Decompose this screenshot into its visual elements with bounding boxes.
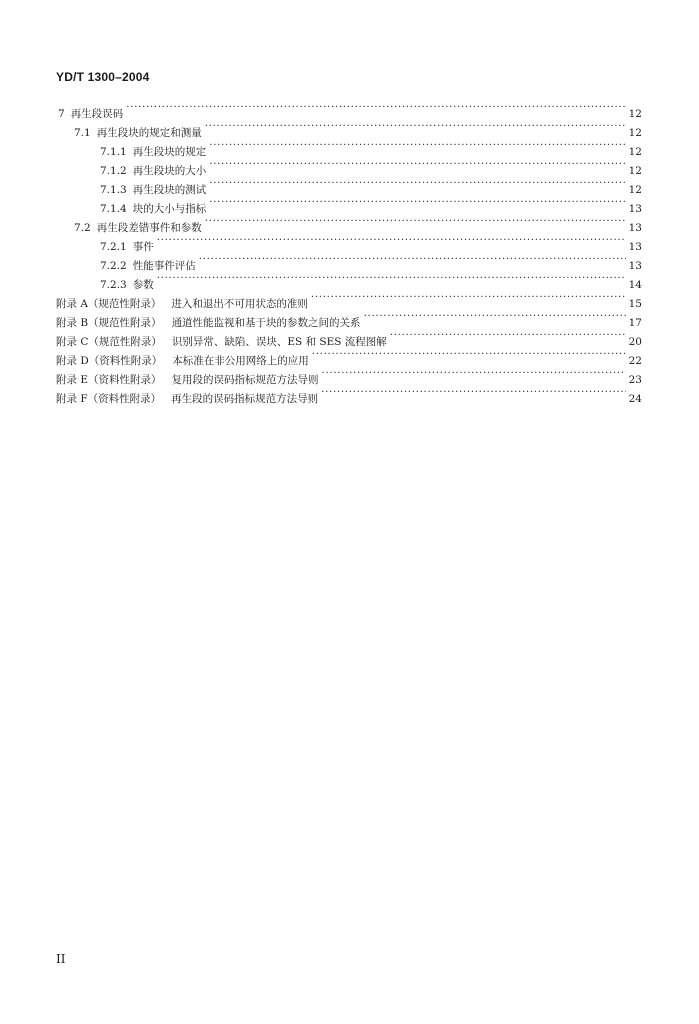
toc-entry-7-2-3[interactable] <box>100 269 642 291</box>
toc-entry-number: 7.2.2 <box>100 260 127 272</box>
toc-entry-title: 再生段块的规定 <box>132 146 207 158</box>
toc-entry-appendix-e[interactable] <box>56 364 642 386</box>
toc-entry-title: 性能事件评估 <box>132 260 196 272</box>
toc-entry-title: 再生段差错事件和参数 <box>96 222 202 234</box>
toc-entry-title: 再生段的误码指标规范方法导则 <box>171 393 319 405</box>
toc-entry-number: 7.1.4 <box>100 203 127 215</box>
toc-entry-page: 13 <box>628 260 642 272</box>
toc-entry-number: 附录 A（规范性附录） <box>56 298 162 310</box>
toc-entry-page: 23 <box>628 374 642 386</box>
toc-entry-appendix-f[interactable] <box>56 383 642 405</box>
toc-leader-dots <box>311 288 626 307</box>
document-code-header: YD/T 1300–2004 <box>56 70 150 84</box>
toc-entry-title: 进入和退出不可用状态的准则 <box>171 298 308 310</box>
toc-entry-number: 附录 B（规范性附录） <box>56 317 162 329</box>
toc-entry-number: 7.1.2 <box>100 165 127 177</box>
toc-entry-number: 附录 D（资料性附录） <box>56 355 163 367</box>
toc-entry-number: 附录 E（资料性附录） <box>56 374 162 386</box>
toc-entry-title: 通道性能监视和基于块的参数之间的关系 <box>171 317 361 329</box>
toc-entry-title: 本标准在非公用网络上的应用 <box>172 355 309 367</box>
toc-entry-page: 24 <box>628 393 642 405</box>
toc-entry-number: 7.2.1 <box>100 241 127 253</box>
toc-entry-page: 20 <box>628 336 642 348</box>
toc-entry-page: 22 <box>628 355 642 367</box>
toc-leader-dots <box>321 383 626 402</box>
toc-leader-dots <box>322 364 626 383</box>
toc-entry-number: 7.2.3 <box>100 279 127 291</box>
toc-leader-dots <box>157 231 626 250</box>
toc-leader-dots <box>390 326 626 345</box>
toc-entry-title: 参数 <box>132 279 154 291</box>
toc-entry-title: 再生段块的规定和测量 <box>96 127 202 139</box>
toc-entry-number: 7.1.3 <box>100 184 127 196</box>
toc-entry-7-1-3[interactable] <box>100 174 642 196</box>
toc-entry-title: 再生段块的测试 <box>132 184 207 196</box>
toc-entry-7-1-4[interactable] <box>100 193 642 215</box>
toc-entry-page: 12 <box>628 165 642 177</box>
toc-entry-appendix-a[interactable] <box>56 288 642 310</box>
toc-leader-dots <box>209 155 625 174</box>
toc-entry-number: 7 <box>58 108 65 120</box>
toc-entry-title: 块的大小与指标 <box>132 203 207 215</box>
toc-entry-7-1-1[interactable] <box>100 136 642 158</box>
toc-entry-number: 附录 C（规范性附录） <box>56 336 162 348</box>
toc-entry-7-2-1[interactable] <box>100 231 642 253</box>
toc-leader-dots <box>364 307 626 326</box>
toc-leader-dots <box>312 345 626 364</box>
toc-entry-number: 7.1 <box>74 127 91 139</box>
toc-entry-page: 15 <box>628 298 642 310</box>
toc-entry-7-1-2[interactable] <box>100 155 642 177</box>
toc-leader-dots <box>199 250 626 269</box>
toc-leader-dots <box>209 174 625 193</box>
toc-leader-dots <box>205 117 626 136</box>
toc-entry-page: 12 <box>628 108 642 120</box>
toc-entry-page: 13 <box>628 241 642 253</box>
toc-entry-appendix-d[interactable] <box>56 345 642 367</box>
toc-leader-dots <box>209 193 625 212</box>
page-number: II <box>56 952 66 966</box>
toc-entry-appendix-b[interactable] <box>56 307 642 329</box>
toc-entry-appendix-c[interactable] <box>56 326 642 348</box>
toc-entry-title: 复用段的误码指标规范方法导则 <box>171 374 319 386</box>
toc-leader-dots <box>205 212 626 231</box>
toc-entry-7-1[interactable] <box>74 117 642 139</box>
toc-entry-page: 13 <box>628 203 642 215</box>
toc-entry-number: 附录 F（资料性附录） <box>56 393 162 405</box>
toc-entry-7[interactable] <box>58 98 642 120</box>
toc-entry-title: 事件 <box>132 241 154 253</box>
toc-entry-title: 识别异常、缺陷、误块、ES 和 SES 流程图解 <box>171 336 387 348</box>
toc-leader-dots <box>157 269 626 288</box>
toc-entry-title: 再生段误码 <box>70 108 124 120</box>
toc-entry-page: 12 <box>628 127 642 139</box>
toc-entry-page: 17 <box>628 317 642 329</box>
toc-entry-page: 12 <box>628 146 642 158</box>
toc-leader-dots <box>126 98 625 117</box>
toc-entry-title: 再生段块的大小 <box>132 165 207 177</box>
toc-entry-page: 14 <box>628 279 642 291</box>
toc-leader-dots <box>209 136 625 155</box>
toc-entry-page: 13 <box>628 222 642 234</box>
toc-entry-number: 7.1.1 <box>100 146 127 158</box>
toc-entry-7-2-2[interactable] <box>100 250 642 272</box>
toc-entry-page: 12 <box>628 184 642 196</box>
toc-entry-7-2[interactable] <box>74 212 642 234</box>
toc-entry-number: 7.2 <box>74 222 91 234</box>
